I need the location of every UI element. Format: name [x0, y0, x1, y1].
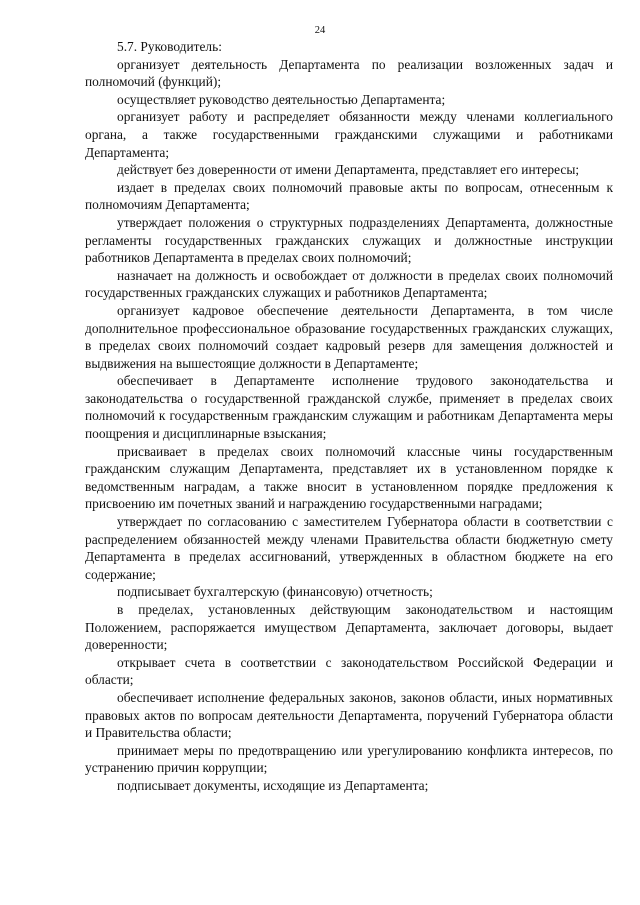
- section-heading: 5.7. Руководитель:: [117, 39, 222, 54]
- paragraph-organizes-activity: организует деятельность Департамента по реализации возложенных задач и полномочий (функций);: [85, 56, 613, 90]
- paragraph-appoints-dismisses: назначает на должность и освобождает от должности в пределах своих полномочий государственных гражданских служащих и работников Департамента;: [85, 267, 613, 301]
- paragraph-conflict-of-interest: принимает меры по предотвращению или урегулированию конфликта интересов, по устранению причин коррупции;: [85, 742, 613, 776]
- paragraph-opens-accounts: открывает счета в соответствии с законодательством Российской Федерации и области;: [85, 654, 613, 688]
- paragraph-ensures-laws: обеспечивает исполнение федеральных законов, законов области, иных нормативных правовых актов по вопросам деятельности Департамента, поручений Губернатора области и Правительства области;: [85, 689, 613, 741]
- paragraph-acts-without-power-of-attorney: действует без доверенности от имени Департамента, представляет его интересы;: [117, 162, 580, 178]
- paragraph-class-ranks-awards: присваивает в пределах своих полномочий классные чины государственным гражданским служащим Департамента, представляет их в установленном порядке к ведомственным наградам, а также вносит в установленном порядке предложения к присвоению им почетных званий и награждению государственными наградами;: [85, 443, 613, 512]
- paragraph-issues-legal-acts: издает в пределах своих полномочий правовые акты по вопросам, отнесенным к полномочиям Департамента;: [85, 179, 613, 213]
- paragraph-distributes-duties: организует работу и распределяет обязанности между членами коллегиального органа, а также государственными гражданскими служащими и работниками Департамента;: [85, 109, 613, 160]
- paragraph-staffing: организует кадровое обеспечение деятельности Департамента, в том числе дополнительное профессиональное образование государственных гражданских служащих, в пределах своих полномочий создает кадровый резерв для замещения должностей и выдвижения на вышестоящие должности в Департаменте;: [85, 302, 613, 371]
- paragraph-approves-regulations: утверждает положения о структурных подразделениях Департамента, должностные регламенты государственных гражданских служащих и должностные инструкции работников Департамента в пределах своих полномочий;: [85, 214, 613, 266]
- paragraph-budget-estimate: утверждает по согласованию с заместителем Губернатора области в соответствии с распределением обязанностей между членами Правительства области бюджетную смету Департамента в пределах ассигнований, утвержденных в областном бюджете на его содержание;: [85, 514, 613, 582]
- page-number: 24: [314, 25, 326, 36]
- document-body: [85, 38, 613, 795]
- paragraph-property-disposal: в пределах, установленных действующим законодательством и настоящим Положением, распоряжается имуществом Департамента, заключает договоры, выдает доверенности;: [85, 602, 613, 653]
- paragraph-labor-law: обеспечивает в Департаменте исполнение трудового законодательства и законодательства о государственной гражданской службе, применяет в пределах своих полномочий к государственным гражданским служащим и работникам Департамента меры поощрения и дисциплинарные взыскания;: [85, 373, 613, 442]
- paragraph-signs-documents: подписывает документы, исходящие из Департамента;: [117, 777, 429, 793]
- paragraph-management: осуществляет руководство деятельностью Департамента;: [117, 91, 446, 107]
- paragraph-signs-accounting: подписывает бухгалтерскую (финансовую) отчетность;: [117, 584, 433, 600]
